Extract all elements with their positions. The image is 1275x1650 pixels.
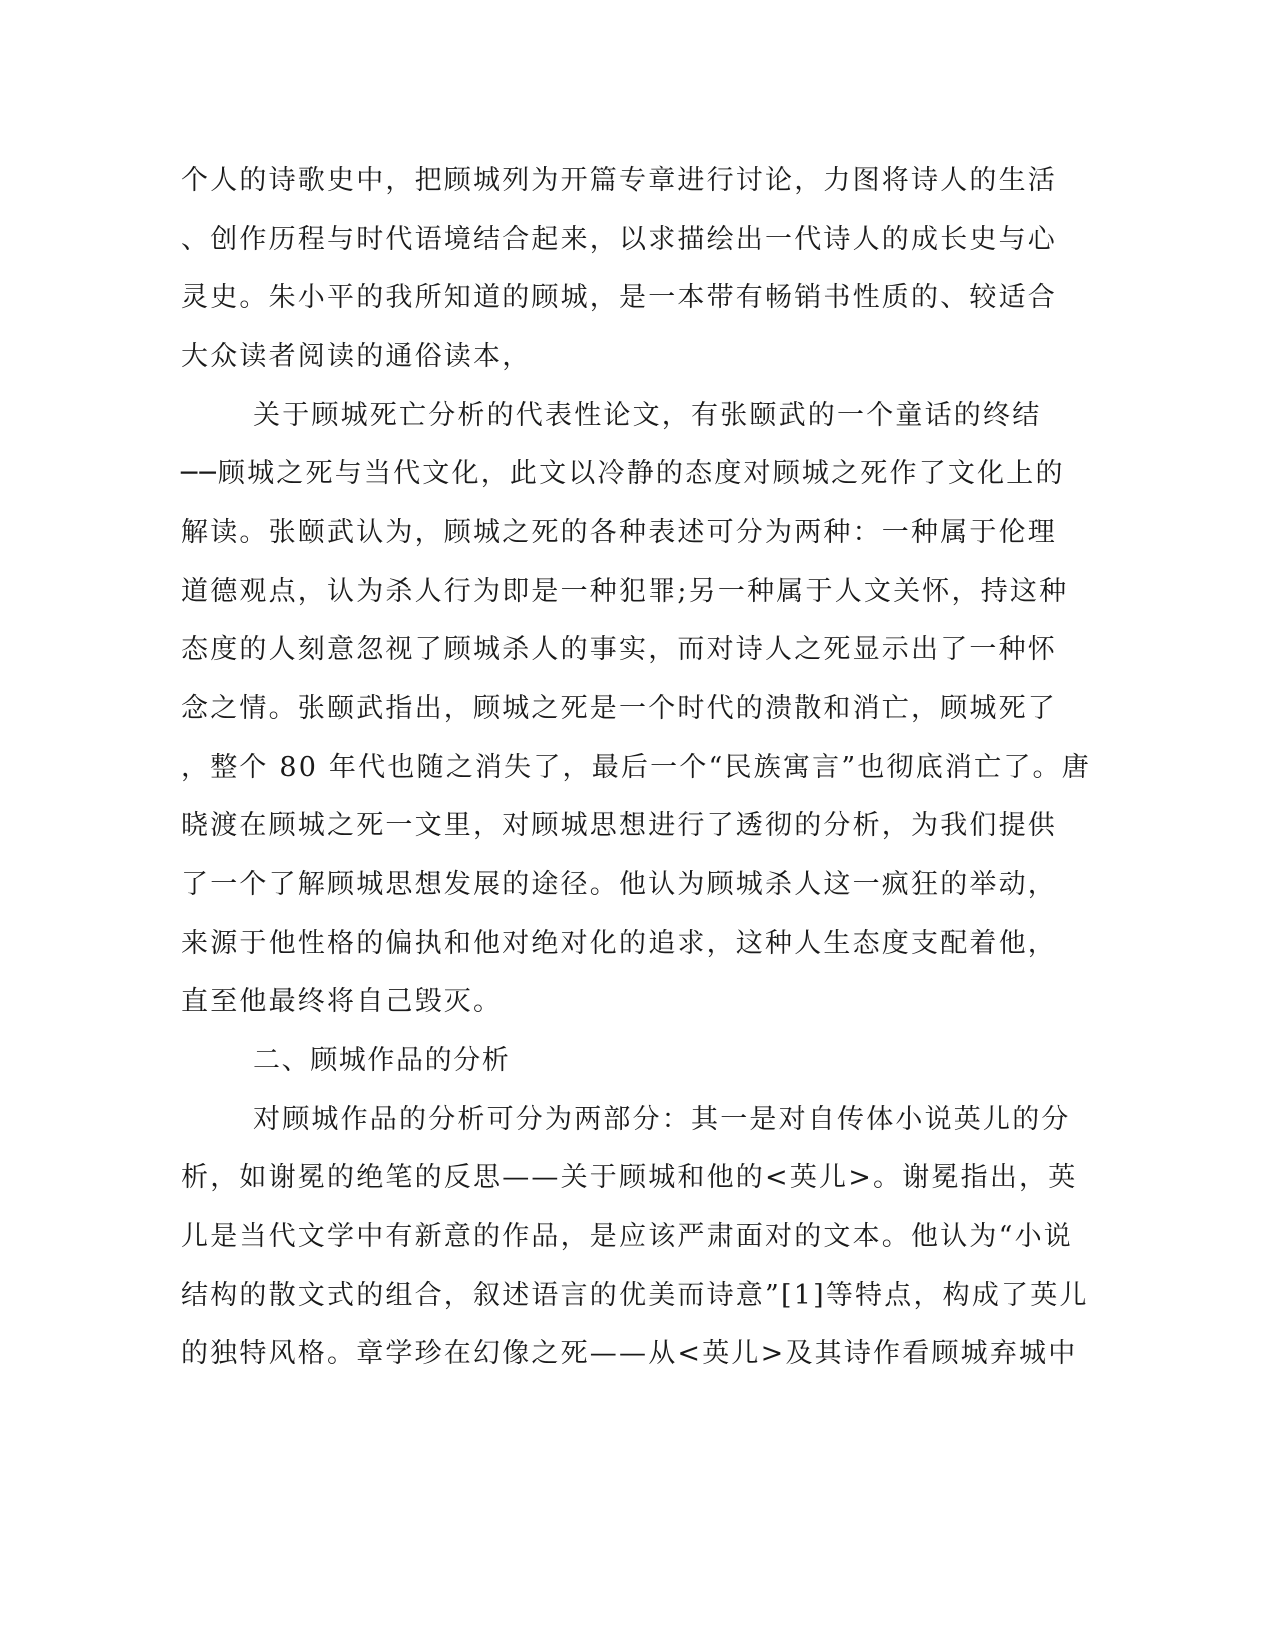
text-line: 个人的诗歌史中，把顾城列为开篇专章进行讨论，力图将诗人的生活 [181, 165, 1057, 196]
section-heading: 二、顾城作品的分析 [253, 1045, 511, 1076]
text-line: 来源于他性格的偏执和他对绝对化的追求，这种人生态度支配着他， [181, 928, 1057, 959]
text-line: 道德观点，认为杀人行为即是一种犯罪;另一种属于人文关怀，持这种 [181, 576, 1069, 607]
text-line: 儿是当代文学中有新意的作品，是应该严肃面对的文本。他认为“小说 [181, 1221, 1074, 1252]
text-line: 晓渡在顾城之死一文里，对顾城思想进行了透彻的分析，为我们提供 [181, 810, 1057, 841]
text-line: 态度的人刻意忽视了顾城杀人的事实，而对诗人之死显示出了一种怀 [181, 634, 1057, 665]
text-line: 结构的散文式的组合，叙述语言的优美而诗意”[1]等特点，构成了英儿 [181, 1280, 1089, 1311]
text-line: 析，如谢冕的绝笔的反思——关于顾城和他的<英儿>。谢冕指出，英 [181, 1162, 1078, 1193]
text-line: 、创作历程与时代语境结合起来，以求描绘出一代诗人的成长史与心 [181, 224, 1057, 255]
text-line: 了一个了解顾城思想发展的途径。他认为顾城杀人这一疯狂的举动， [181, 869, 1057, 900]
text-line: 的独特风格。章学珍在幻像之死——从<英儿>及其诗作看顾城弃城中 [181, 1338, 1078, 1369]
text-line: 念之情。张颐武指出，顾城之死是一个时代的溃散和消亡，顾城死了 [181, 693, 1057, 724]
text-line: 灵史。朱小平的我所知道的顾城，是一本带有畅销书性质的、较适合 [181, 282, 1057, 313]
text-line: 关于顾城死亡分析的代表性论文，有张颐武的一个童话的终结 [253, 400, 1042, 431]
text-line: 直至他最终将自己毁灭。 [181, 986, 503, 1017]
text-line: 大众读者阅读的通俗读本， [181, 341, 532, 372]
text-line: ──顾城之死与当代文化，此文以冷静的态度对顾城之死作了文化上的 [181, 458, 1065, 489]
text-line: 解读。张颐武认为，顾城之死的各种表述可分为两种：一种属于伦理 [181, 517, 1057, 548]
text-line: 对顾城作品的分析可分为两部分：其一是对自传体小说英儿的分 [253, 1104, 1071, 1135]
text-line: ，整个 80 年代也随之消失了，最后一个“民族寓言”也彻底消亡了。唐 [181, 752, 1091, 783]
